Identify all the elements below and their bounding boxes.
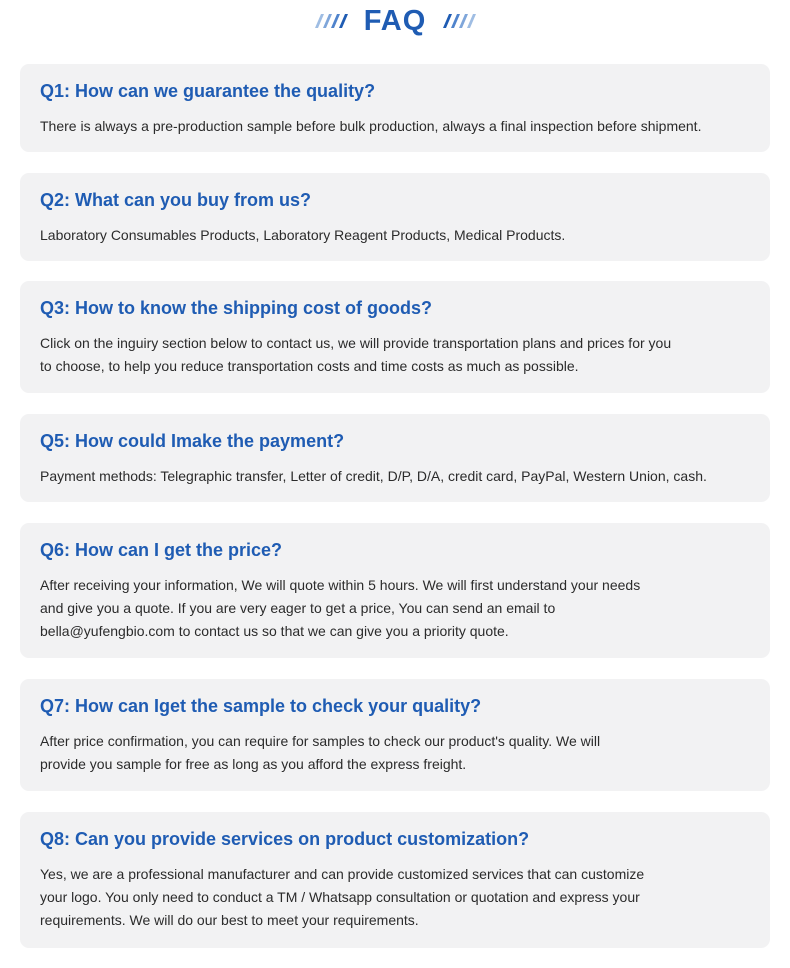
faq-question: Q7: How can Iget the sample to check your quality?	[40, 696, 482, 716]
faq-answer	[40, 224, 750, 247]
faq-answer-line: Laboratory Consumables Products, Laboratory Reagent Products, Medical Products.	[40, 227, 566, 243]
faq-answer	[40, 730, 750, 776]
faq-answer-line: and give you a quote. If you are very eager to get a price, You can send an email to	[40, 600, 556, 616]
faq-answer-line: bella@yufengbio.com to contact us so that we can give you a priority quote.	[40, 623, 509, 639]
faq-item	[20, 679, 770, 791]
faq-question: Q6: How can I get the price?	[40, 540, 283, 560]
faq-question: Q1: How can we guarantee the quality?	[40, 81, 376, 101]
faq-answer-line: to choose, to help you reduce transportation costs and time costs as much as possible.	[40, 358, 579, 374]
faq-item	[20, 812, 770, 948]
faq-answer-line: After price confirmation, you can require for samples to check our product's quality. We will	[40, 733, 601, 749]
faq-answer-line: Yes, we are a professional manufacturer and can provide customized services that can customize	[40, 866, 645, 882]
faq-item	[20, 281, 770, 393]
faq-answer-line: Click on the inguiry section below to contact us, we will provide transportation plans and prices for you	[40, 335, 672, 351]
faq-answer-line: After receiving your information, We will quote within 5 hours. We will first understand your needs	[40, 577, 641, 593]
faq-answer-line: There is always a pre-production sample before bulk production, always a final inspection before shipment.	[40, 118, 702, 134]
faq-answer-line: requirements. We will do our best to meet your requirements.	[40, 912, 419, 928]
faq-question: Q3: How to know the shipping cost of goods?	[40, 298, 432, 318]
faq-answer	[40, 863, 750, 932]
faq-item	[20, 523, 770, 658]
faq-question: Q2: What can you buy from us?	[40, 190, 312, 210]
faq-answer	[40, 465, 750, 488]
faq-question: Q8: Can you provide services on product customization?	[40, 829, 530, 849]
faq-answer-line: Payment methods: Telegraphic transfer, Letter of credit, D/P, D/A, credit card, PayPal, Western Union, cash.	[40, 468, 707, 484]
faq-answer-line: your logo. You only need to conduct a TM / Whatsapp consultation or quotation and express your	[40, 889, 640, 905]
stripes-decoration-right-icon	[438, 14, 480, 28]
faq-question: Q5: How could Imake the payment?	[40, 431, 345, 451]
faq-item	[20, 173, 770, 261]
faq-answer	[40, 574, 750, 643]
faq-item	[20, 414, 770, 502]
faq-answer-line: provide you sample for free as long as you afford the express freight.	[40, 756, 467, 772]
faq-header	[0, 0, 790, 44]
page-title: FAQ	[363, 5, 427, 37]
faq-answer	[40, 332, 750, 378]
faq-answer	[40, 115, 750, 138]
faq-item	[20, 64, 770, 152]
